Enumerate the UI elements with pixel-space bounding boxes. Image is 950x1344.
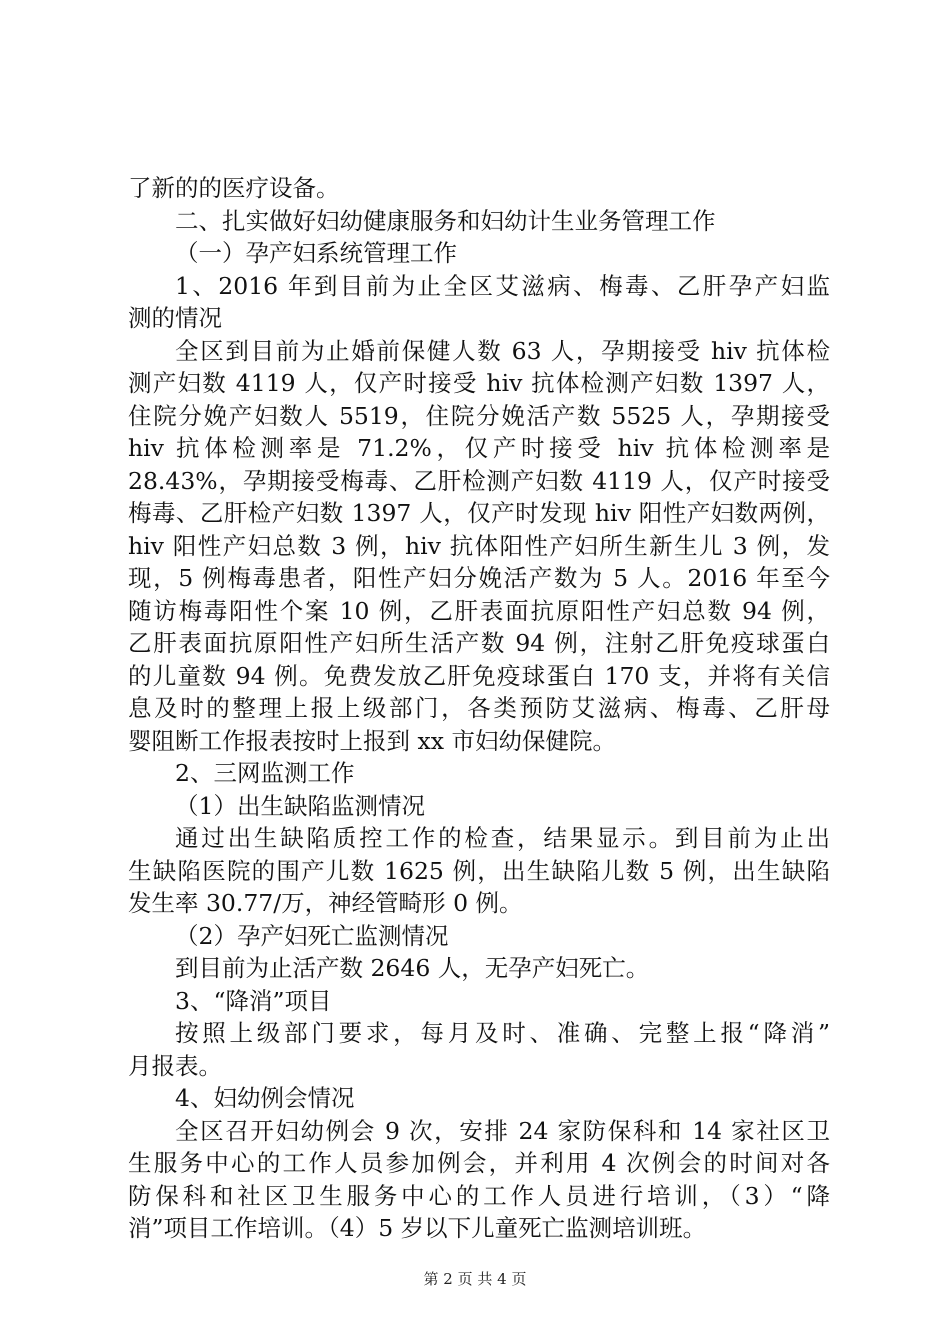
paragraph-line: 生服务中心的工作人员参加例会，并利用 4 次例会的时间对各: [128, 1149, 830, 1177]
paragraph-line: 了新的的医疗设备。: [128, 174, 340, 202]
paragraph-line: 按照上级部门要求，每月及时、准确、完整上报“降消”: [175, 1019, 830, 1047]
paragraph-line: hiv 阳性产妇总数 3 例，hiv 抗体阳性产妇所生新生儿 3 例，发: [128, 531, 830, 560]
paragraph-line: 全区召开妇幼例会 9 次，安排 24 家防保科和 14 家社区卫: [175, 1116, 830, 1145]
paragraph-line: 发生率 30.77/万，神经管畸形 0 例。: [128, 889, 523, 917]
paragraph-line: 到目前为止活产数 2646 人，无孕产妇死亡。: [175, 954, 650, 982]
paragraph-line: 28.43%，孕期接受梅毒、乙肝检测产妇数 4119 人，仅产时接受: [128, 466, 830, 495]
section-heading: 二、扎实做好妇幼健康服务和妇幼计生业务管理工作: [175, 206, 716, 235]
subitem-heading: （2）孕产妇死亡监测情况: [175, 921, 449, 950]
page-number: 第 2 页 共 4 页: [423, 1270, 527, 1288]
paragraph-line: 月报表。: [128, 1051, 222, 1080]
paragraph-line: 住院分娩产妇数人 5519，住院分娩活产数 5525 人，孕期接受: [128, 401, 830, 430]
paragraph-line: hiv 抗体检测率是 71.2%，仅产时接受 hiv 抗体检测率是: [128, 434, 830, 462]
item-heading: 4、妇幼例会情况: [175, 1084, 355, 1112]
paragraph-line: 生缺陷医院的围产儿数 1625 例，出生缺陷儿数 5 例，出生缺陷: [128, 856, 830, 885]
paragraph-line: 消”项目工作培训。（4）5 岁以下儿童死亡监测培训班。: [128, 1214, 707, 1242]
item-heading-continued: 测的情况: [128, 304, 222, 332]
paragraph-line: 婴阻断工作报表按时上报到 xx 市妇幼保健院。: [128, 726, 616, 755]
paragraph-line: 乙肝表面抗原阳性产妇所生活产数 94 例，注射乙肝免疫球蛋白: [128, 629, 830, 657]
subitem-heading: （1）出生缺陷监测情况: [175, 791, 425, 820]
subsection-heading: （一）孕产妇系统管理工作: [175, 239, 457, 267]
paragraph-line: 测产妇数 4119 人，仅产时接受 hiv 抗体检测产妇数 1397 人，: [128, 369, 830, 397]
paragraph-line: 的儿童数 94 例。免费发放乙肝免疫球蛋白 170 支，并将有关信: [128, 661, 830, 690]
paragraph-line: 全区到目前为止婚前保健人数 63 人，孕期接受 hiv 抗体检: [175, 336, 830, 365]
paragraph-line: 息及时的整理上报上级部门，各类预防艾滋病、梅毒、乙肝母: [128, 694, 830, 722]
paragraph-line: 随访梅毒阳性个案 10 例，乙肝表面抗原阳性产妇总数 94 例，: [128, 596, 830, 625]
paragraph-line: 防保科和社区卫生服务中心的工作人员进行培训，（3）“降: [128, 1181, 830, 1210]
item-heading: 3、“降消”项目: [175, 986, 332, 1015]
item-heading: 2、三网监测工作: [175, 759, 355, 787]
paragraph-line: 现，5 例梅毒患者，阳性产妇分娩活产数为 5 人。2016 年至今: [128, 564, 830, 592]
paragraph-line: 梅毒、乙肝检产妇数 1397 人，仅产时发现 hiv 阳性产妇数两例，: [128, 499, 830, 527]
item-heading: 1、2016 年到目前为止全区艾滋病、梅毒、乙肝孕产妇监: [175, 271, 830, 300]
paragraph-line: 通过出生缺陷质控工作的检查，结果显示。到目前为止出: [175, 824, 830, 852]
document-body: [128, 172, 830, 1245]
